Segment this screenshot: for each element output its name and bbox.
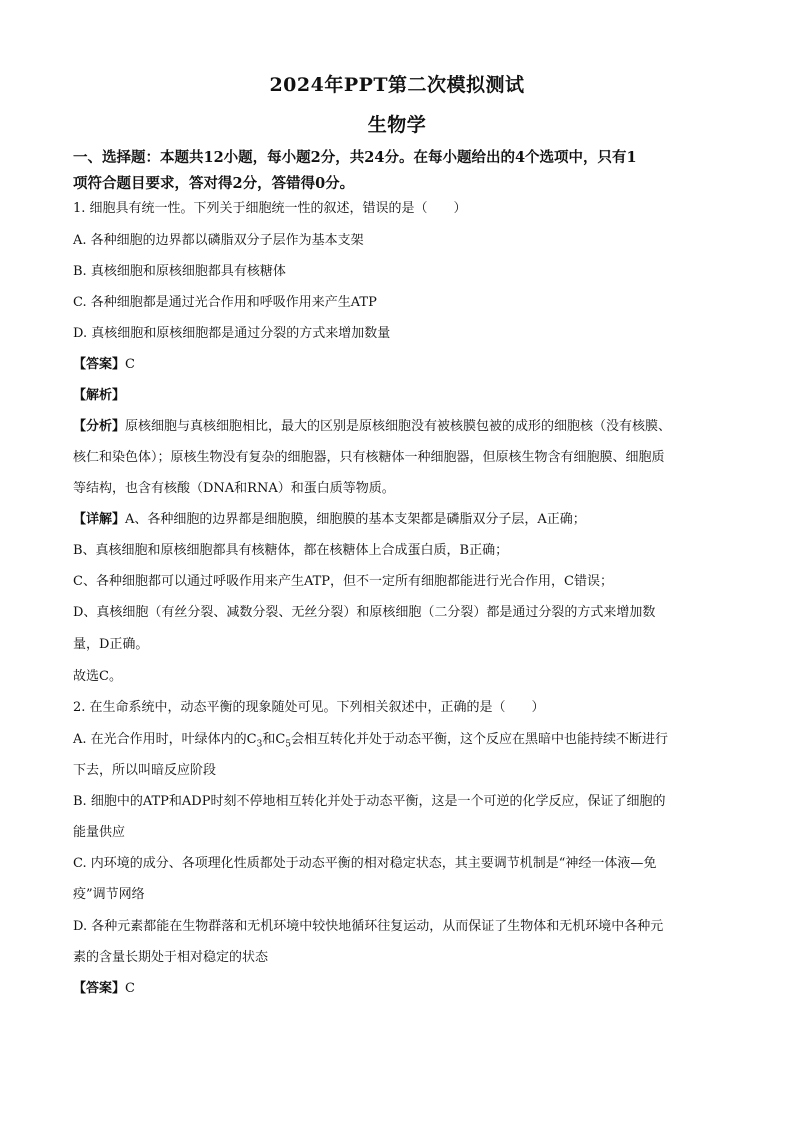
question-2-answer (73, 980, 733, 998)
question-1-fenxi-line-2: 核仁和染色体）；原核生物没有复杂的细胞器，只有核糖体一种细胞器，但原核生物含有细胞膜、细胞质 (73, 450, 665, 465)
question-2-option-c-line-2: 疫”调节网络 (73, 887, 145, 902)
xiangjie-tag: 【详解】 (73, 512, 126, 527)
question-2-option-b-line-1: B. 细胞中的ATP和ADP时刻不停地相互转化并处于动态平衡，这是一个可逆的化学反应，保证了细胞的 (73, 794, 666, 809)
answer-tag: 【答案】 (73, 981, 126, 996)
question-2-option-a-line-1 (73, 731, 733, 754)
question-1-option-c: C. 各种细胞都是通过光合作用和呼吸作用来产生ATP (73, 295, 377, 310)
subject-title: 生物学 (367, 114, 427, 136)
answer-value: C (125, 357, 135, 372)
question-1-option-b: B. 真核细胞和原核细胞都具有核糖体 (73, 264, 286, 279)
answer-tag: 【答案】 (73, 357, 126, 372)
question-1-xiangjie-line-3: C、各种细胞都可以通过呼吸作用来产生ATP，但不一定所有细胞都能进行光合作用，C错误； (73, 574, 613, 589)
question-1-xiangjie-line-5: 量，D正确。 (73, 637, 149, 652)
c5-subscript: 5 (285, 739, 292, 750)
question-1-answer (73, 356, 733, 374)
question-2-stem: 2. 在生命系统中，动态平衡的现象随处可见。下列相关叙述中，正确的是（ ） (73, 700, 545, 715)
question-2-option-a-line-2: 下去，所以叫暗反应阶段 (73, 763, 217, 778)
fenxi-text-1: 原核细胞与真核细胞相比，最大的区别是原核细胞没有被核膜包被的成形的细胞核（没有核膜、 (125, 419, 672, 434)
question-2-option-d-line-1: D. 各种元素都能在生物群落和无机环境中较快地循环往复运动，从而保证了生物体和无机环境中各种元 (73, 919, 664, 934)
option-a-text-1: A. 在光合作用时，叶绿体内的C (73, 732, 257, 747)
option-a-text-3: 会相互转化并处于动态平衡，这个反应在黑暗中也能持续不断进行 (291, 732, 669, 747)
xiangjie-text-1: A、各种细胞的边界都是细胞膜，细胞膜的基本支架都是磷脂双分子层，A正确； (125, 512, 586, 527)
c3-subscript: 3 (256, 739, 263, 750)
question-1-option-a: A. 各种细胞的边界都以磷脂双分子层作为基本支架 (73, 233, 364, 248)
option-a-text-2: 和C (262, 732, 286, 747)
question-1-fenxi-line-3: 等结构，也含有核酸（DNA和RNA）和蛋白质等物质。 (73, 481, 395, 496)
question-2-option-d-line-2: 素的含量长期处于相对稳定的状态 (73, 950, 269, 965)
question-2-option-c-line-1: C. 内环境的成分、各项理化性质都处于动态平衡的相对稳定状态，其主要调节机制是“神经一体液—免 (73, 856, 657, 871)
question-1-xiangjie-line-1 (73, 511, 733, 529)
question-2-option-b-line-2: 能量供应 (73, 825, 126, 840)
question-1-conclusion: 故选C。 (73, 669, 122, 684)
question-1-stem: 1. 细胞具有统一性。下列关于细胞统一性的叙述，错误的是（ ） (73, 201, 467, 216)
analysis-tag: 【解析】 (73, 388, 126, 403)
exam-title: 2024年PPT第二次模拟测试 (269, 74, 525, 96)
question-1-option-d: D. 真核细胞和原核细胞都是通过分裂的方式来增加数量 (73, 326, 391, 341)
question-1-fenxi-line-1 (73, 418, 733, 436)
answer-value: C (125, 981, 135, 996)
question-1-xiangjie-line-4: D、真核细胞（有丝分裂、减数分裂、无丝分裂）和原核细胞（二分裂）都是通过分裂的方式来增加数 (73, 605, 656, 620)
fenxi-tag: 【分析】 (73, 419, 126, 434)
section-heading-line-2: 项符合题目要求，答对得2分，答错得0分。 (73, 175, 355, 192)
section-heading-line-1: 一、选择题：本题共12小题，每小题2分，共24分。在每小题给出的4个选项中，只有1 (73, 149, 637, 166)
question-1-analysis-tag (73, 387, 733, 405)
question-1-xiangjie-line-2: B、真核细胞和原核细胞都具有核糖体，都在核糖体上合成蛋白质，B正确； (73, 543, 509, 558)
